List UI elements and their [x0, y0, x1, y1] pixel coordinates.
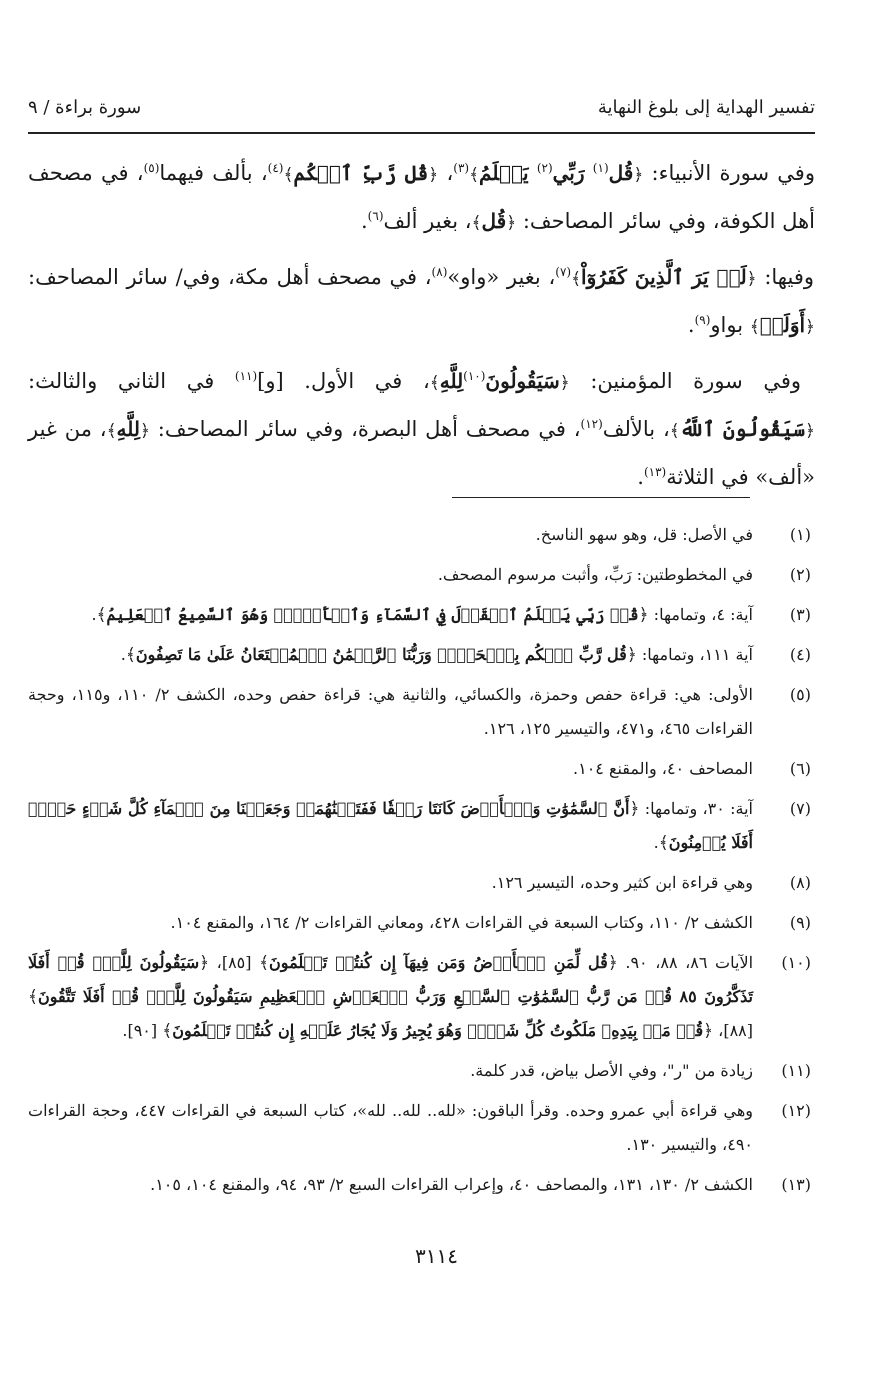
quran-text: قُلۡ مَنۢ بِيَدِهِۦ مَلَكُوتُ كُلِّ شَيۡءٖ وَهُوَ يُجِيرُ وَلَا يُجَارُ عَلَيۡهِ إِن كُنتُمۡ تَعۡلَمُونَ: [172, 1021, 704, 1040]
footnote-number: (٣): [789, 605, 811, 624]
quran-text: قُل: [481, 209, 507, 233]
footnote-text: وهي قراءة ابن كثير وحده، التيسير ١٢٦.: [491, 873, 753, 892]
quran-text: سَيَقُولُونَ لِلَّهِۚ قُلۡ أَفَلَا تَذَكَّرُونَ ٨٥ قُلۡ مَن رَّبُّ ٱلسَّمَٰوَٰتِ ٱلسَّبۡعِ وَرَبُّ ٱلۡعَرۡشِ ٱلۡعَظِيمِ سَيَقُولُونَ لِلَّهِۚ قُلۡ أَفَلَا تَتَّقُونَ: [28, 953, 754, 1006]
footnote-text: الكشف ٢/ ١٣٠، ١٣١، والمصاحف ٤٠، وإعراب القراءات السبع ٢/ ٩٣، ٩٤، والمقنع ١٠٤، ١٠٥.: [150, 1175, 753, 1194]
quran-text: سَيَقُولُونَ: [485, 369, 560, 393]
footnote-ref: (٩): [694, 313, 711, 327]
text: .: [637, 465, 644, 489]
main-text: [28, 150, 815, 508]
footnote: [28, 1094, 811, 1162]
text: آية: ٣٠، وتمامها:: [639, 799, 754, 818]
footnote-ref: (٧): [555, 265, 572, 279]
text: .: [653, 833, 659, 852]
footnote-ref: (٨): [431, 265, 448, 279]
footnote-ref: (١١): [234, 369, 258, 383]
text: .: [120, 645, 126, 664]
paragraph-1: وفي سورة الأنبياء: ﴿قُل$^{(١)}$ رَبِّي$^{(٢)}$ يَعۡلَمُ﴾$^{(٣)}$، ﴿قُل رَّبِّ ٱحۡكُم﴾$^{(٤)}$، بألف فيهما$^{(٥)}$، في مصحف أهل الكوفة، وفي سائر المصاحف: ﴿قُل﴾، بغير ألف$^{(٦)}$.: [28, 161, 815, 233]
footnote-number: (١١): [781, 1061, 811, 1080]
text: وفي سورة الأنبياء:: [643, 161, 815, 185]
text: ، في الأول. [و]: [257, 369, 430, 393]
surah-page-label: سورة براءة / ٩: [28, 96, 142, 118]
footnote-number: (٧): [789, 799, 811, 818]
footnote-number: (١٣): [781, 1175, 811, 1194]
quran-quote: ﴿لَمۡ يَرَ ٱلَّذِينَ كَفَرُوٓاْ﴾: [571, 265, 757, 289]
footnote-number: (٤): [789, 645, 811, 664]
text: وفي سورة المؤمنين:: [569, 369, 802, 393]
text: ، في مصحف أهل البصرة، وفي سائر المصاحف:: [149, 417, 581, 441]
paragraph-2: [28, 254, 815, 350]
text: ، بالألف: [602, 417, 670, 441]
footnote-text: المصاحف ٤٠، والمقنع ١٠٤.: [573, 759, 753, 778]
footnote-ref: (٦): [367, 209, 384, 223]
footnote-text: الأولى: هي: قراءة حفص وحمزة، والكسائي، والثانية هي: قراءة حفص وحده، الكشف ٢/ ١١٠، و١١٥، وحجة القراءات ٤٦٥، و٤٧١، والتيسير ١٢٥، ١٢٦.: [28, 685, 753, 738]
text: ، بغير ألف: [383, 209, 472, 233]
quran-quote: ﴿سَيَقُولُونَ: [485, 369, 570, 393]
footnote-text: في الأصل: قل، وهو سهو الناسخ.: [535, 525, 753, 544]
text: بواو: [710, 313, 750, 337]
text: آية ١١١، وتمامها:: [636, 645, 753, 664]
footnote-number: (٨): [789, 873, 811, 892]
quran-quote: ﴿لِلَّهِ﴾: [106, 417, 150, 441]
text: ، في مصحف أهل الكوفة، وفي سائر المصاحف:: [28, 161, 815, 233]
quran-text: قُل رَّبِّ ٱحۡكُم: [293, 161, 429, 185]
verse-ref: [٨٨]،: [713, 1021, 753, 1040]
footnote-ref: (٥): [143, 161, 160, 175]
footnote-text: وهي قراءة أبي عمرو وحده. وقرأ الباقون: «لله.. لله.. لله»، كتاب السبعة في القراءات ٤٤٧، وحجة القراءات ٤٩٠، والتيسير ١٣٠.: [28, 1101, 754, 1154]
quran-text: قُل رَّبِّ ٱحۡكُم بِٱلۡحَقِّۗ وَرَبُّنَا ٱلرَّحۡمَٰنُ ٱلۡمُسۡتَعَانُ عَلَىٰ مَا تَصِفُونَ: [135, 645, 627, 664]
paragraph-3: وفي سورة المؤمنين: ﴿سَيَقُولُونَ$^{(١٠)}$لِلَّهِ﴾، في الأول. [و]$^{(١١)}$ في الثاني والثالث: ﴿سَيَقُولُونَ ٱللَّهُ﴾، بالألف$^{(١٢)}$، في مصحف أهل البصرة، وفي سائر المصاحف: ﴿لِلَّهِ﴾، من غير «ألف» في الثلاثة$^{(١٣)}$.: [28, 369, 815, 489]
quran-quote: ﴿قُل﴾: [471, 209, 517, 233]
footnote-text: زيادة من "ر"، وفي الأصل بياض، قدر كلمة.: [470, 1061, 753, 1080]
quran-text: يَعۡلَمُ: [479, 161, 529, 185]
footnote-number: (٥): [789, 685, 811, 704]
footnote: [28, 946, 811, 1048]
footnote-number: (١٠): [781, 953, 811, 972]
footnote-text: آية: ٤، وتمامها: ﴿قُلۡ رَبِّي يَعۡلَمُ ٱلۡقَوۡلَ فِي ٱلسَّمَآءِ وَٱلۡأَرۡضِۖ وَهُوَ ٱلسَّمِيعُ ٱلۡعَلِيمُ﴾.: [91, 605, 753, 625]
quran-text: أَوَلَمۡ: [759, 313, 806, 337]
text: الآيات ٨٦، ٨٨، ٩٠.: [617, 953, 754, 972]
footnote-ref: (٣): [453, 161, 470, 175]
text: آية: ٤، وتمامها:: [648, 605, 753, 624]
footnote-number: (٦): [789, 759, 811, 778]
footnote-ref: (١٠): [463, 369, 486, 383]
footnote: [28, 752, 811, 786]
quran-text: لَمۡ يَرَ ٱلَّذِينَ كَفَرُوٓاْ: [581, 265, 747, 289]
footnote-text: آية ١١١، وتمامها: ﴿قُل رَّبِّ ٱحۡكُم بِٱلۡحَقِّۗ وَرَبُّنَا ٱلرَّحۡمَٰنُ ٱلۡمُسۡتَعَانُ عَلَىٰ مَا تَصِفُونَ﴾.: [120, 645, 753, 665]
footnote-text: الكشف ٢/ ١١٠، وكتاب السبعة في القراءات ٤٢٨، ومعاني القراءات ٢/ ١٦٤، والمقنع ١٠٤.: [170, 913, 753, 932]
verse-ref: [٩٠].: [122, 1021, 163, 1040]
quran-quote: ﴿قُل رَّبِّ ٱحۡكُم﴾: [283, 161, 439, 185]
footnote-divider: [452, 497, 750, 498]
text: .: [91, 605, 97, 624]
text: .: [687, 313, 695, 337]
running-header: [28, 88, 815, 126]
footnote-text: الآيات ٨٦، ٨٨، ٩٠. ﴿قُل لِّمَنِ ٱلۡأَرۡضُ وَمَن فِيهَآ إِن كُنتُمۡ تَعۡلَمُونَ﴾ [٨٥]، ﴿سَيَقُولُونَ لِلَّهِۚ قُلۡ أَفَلَا تَذَكَّرُونَ ٨٥ قُلۡ مَن رَّبُّ ٱلسَّمَٰوَٰتِ ٱلسَّبۡعِ وَرَبُّ ٱلۡعَرۡشِ ٱلۡعَظِيمِ سَيَقُولُونَ لِلَّهِۚ قُلۡ أَفَلَا تَتَّقُونَ﴾ [٨٨]، ﴿قُلۡ مَنۢ بِيَدِهِۦ مَلَكُوتُ كُلِّ شَيۡءٖ وَهُوَ يُجِيرُ وَلَا يُجَارُ عَلَيۡهِ إِن كُنتُمۡ تَعۡلَمُونَ﴾ [٩٠].: [28, 953, 754, 1041]
footnote-ref: (١٢): [580, 417, 603, 431]
footnote: [28, 866, 811, 900]
footnote: [28, 638, 811, 672]
footnotes: [28, 518, 811, 1208]
text: ، في مصحف أهل مكة، وفي/ سائر المصاحف:: [28, 265, 432, 289]
footnote: [28, 1168, 811, 1202]
footnote: [28, 518, 811, 552]
quran-text: قُل لِّمَنِ ٱلۡأَرۡضُ وَمَن فِيهَآ إِن كُنتُمۡ تَعۡلَمُونَ: [269, 953, 608, 972]
page-number: ٣١١٤: [415, 1244, 458, 1268]
footnote-number: (١٢): [781, 1101, 811, 1120]
quran-text: أَنَّ ٱلسَّمَٰوَٰتِ وَٱلۡأَرۡضَ كَانَتَا رَتۡقٗا فَفَتَقۡنَٰهُمَاۖ وَجَعَلۡنَا مِنَ ٱلۡمَآءِ كُلَّ شَيۡءٍ حَيٍّۚ أَفَلَا يُؤۡمِنُونَ: [28, 799, 753, 852]
verse-ref: [٨٥]،: [209, 953, 260, 972]
text: وفيها:: [756, 265, 814, 289]
header-divider: [28, 132, 815, 134]
footnote-text: آية: ٣٠، وتمامها: ﴿أَنَّ ٱلسَّمَٰوَٰتِ وَٱلۡأَرۡضَ كَانَتَا رَتۡقٗا فَفَتَقۡنَٰهُمَاۖ وَجَعَلۡنَا مِنَ ٱلۡمَآءِ كُلَّ شَيۡءٍ حَيٍّۚ أَفَلَا يُؤۡمِنُونَ﴾.: [28, 799, 754, 853]
footnote: [28, 598, 811, 632]
footnote-number: (١): [789, 525, 811, 544]
quran-quote: ﴿أَوَلَمۡ﴾: [749, 313, 815, 337]
quran-quote: ﴿سَيَقُولُونَ ٱللَّهُ﴾: [669, 417, 815, 441]
text: ، بألف فيهما: [159, 161, 268, 185]
quran-text: سَيَقُولُونَ ٱللَّهُ: [679, 417, 806, 441]
footnote-ref: (٢): [536, 161, 553, 175]
text: ، من غير «ألف» في الثلاثة: [28, 417, 815, 489]
footnote-number: (٢): [789, 565, 811, 584]
footnote: [28, 792, 811, 860]
footnote-ref: (١): [592, 161, 609, 175]
quran-text: لِلَّهِ: [116, 417, 140, 441]
footnote-text: في المخطوطتين: رَبِّ، وأثبت مرسوم المصحف.: [437, 565, 753, 584]
footnote-ref: (١٣): [643, 465, 667, 479]
text: ، بغير «واو»: [447, 265, 556, 289]
footnote: [28, 906, 811, 940]
footnote-ref: (٤): [267, 161, 284, 175]
footnote: [28, 1054, 811, 1088]
quran-quote: ﴿قُل: [608, 161, 644, 185]
book-title: تفسير الهداية إلى بلوغ النهاية: [597, 96, 815, 118]
footnote-number: (٩): [789, 913, 811, 932]
quran-text: لِلَّهِ: [439, 369, 464, 393]
quran-text: قُل: [608, 161, 634, 185]
text: في الثاني والثالث:: [28, 369, 235, 393]
quran-text: قُلۡ رَبِّي يَعۡلَمُ ٱلۡقَوۡلَ فِي ٱلسَّمَآءِ وَٱلۡأَرۡضِۖ وَهُوَ ٱلسَّمِيعُ ٱلۡعَلِيمُ: [106, 605, 639, 624]
text: .: [360, 209, 368, 233]
quran-text: رَبِّي: [552, 161, 585, 185]
footnote: [28, 558, 811, 592]
footnote: [28, 678, 811, 746]
